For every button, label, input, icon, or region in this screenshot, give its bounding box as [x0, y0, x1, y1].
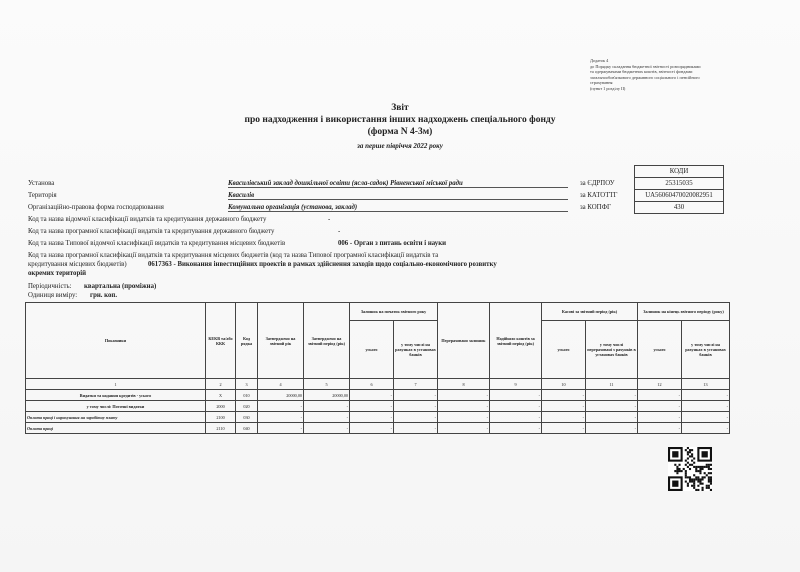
- table-cell: 2000: [206, 401, 236, 412]
- column-number: 11: [586, 379, 638, 390]
- column-number: 7: [394, 379, 438, 390]
- annex-line: страхування: [590, 80, 613, 86]
- table-row: [26, 423, 730, 434]
- table-cell: -: [542, 412, 586, 423]
- table-body: [26, 390, 730, 434]
- column-number: 13: [682, 379, 730, 390]
- table-cell: -: [586, 412, 638, 423]
- table-cell: -: [586, 390, 638, 401]
- table-cell: -: [394, 401, 438, 412]
- annex-line: та одержувачами бюджетних коштів, звітності фондами: [590, 69, 693, 75]
- annex-line: до Порядку складання бюджетної звітності розпорядниками: [590, 63, 701, 69]
- local-class-line2-value: 0617363 - Виконання інвестиційних проектів в рамках здійснення заходів щодо соціально-економічного розвитку: [148, 261, 497, 268]
- table-cell: -: [490, 412, 542, 423]
- table-cell: -: [394, 412, 438, 423]
- table-cell: 030: [236, 412, 258, 423]
- annex-line: загальнообов'язкового державного соціального і пенсійного: [590, 74, 700, 80]
- th-total: усього: [638, 321, 682, 379]
- table-cell: Оплата праці і нарахування на заробітну плату: [26, 412, 206, 423]
- table-row: [26, 412, 730, 423]
- table-cell: 20000,00: [304, 390, 350, 401]
- column-number: 3: [236, 379, 258, 390]
- table-cell: -: [586, 423, 638, 434]
- table-cell: -: [258, 401, 304, 412]
- prog-class-value: -: [338, 228, 341, 235]
- table-cell: -: [542, 423, 586, 434]
- codes-box: [634, 165, 724, 214]
- local-class-line2-prefix: кредитування місцевих бюджетів): [28, 261, 127, 268]
- column-number: 5: [304, 379, 350, 390]
- table-cell: 2100: [206, 412, 236, 423]
- table-cell: X: [206, 390, 236, 401]
- table-cell: -: [258, 423, 304, 434]
- table-cell: 2110: [206, 423, 236, 434]
- report-subtitle: про надходження і використання інших надходжень спеціального фонду: [244, 115, 556, 125]
- table-cell: -: [438, 401, 490, 412]
- edrpou-value: 25315035: [635, 178, 723, 190]
- local-class-line3-value: окремих територій: [28, 270, 87, 277]
- local-class-line1: Код та назва програмної класифікації видатків та кредитування місцевих бюджетів (код та назва Типової програмної класифікації видатків та: [28, 252, 439, 259]
- table-cell: -: [638, 401, 682, 412]
- th-incl-accounts: у тому числі на рахунках в установах банків: [682, 321, 730, 379]
- legal-form-label: Організаційно-правова форма господарювання: [28, 204, 164, 211]
- th-approved-year: Затверджено на звітний рік: [258, 303, 304, 379]
- column-number: 12: [638, 379, 682, 390]
- th-indicators: Показники: [26, 303, 206, 379]
- table-cell: Оплата праці: [26, 423, 206, 434]
- table-cell: -: [490, 423, 542, 434]
- column-number: 2: [206, 379, 236, 390]
- table-cell: -: [438, 412, 490, 423]
- table-cell: -: [682, 401, 730, 412]
- table-cell: -: [638, 390, 682, 401]
- th-incl-accounts: у тому числі на рахунках в установах банків: [394, 321, 438, 379]
- table-cell: 040: [236, 423, 258, 434]
- table-cell: -: [638, 412, 682, 423]
- th-total: усього: [350, 321, 394, 379]
- report-table: [25, 302, 730, 434]
- table-row: [26, 401, 730, 412]
- th-total: усього: [542, 321, 586, 379]
- annex-line: Додаток 4: [590, 58, 609, 63]
- th-cash-expenses: Касові за звітний період (рік): [542, 303, 638, 321]
- prog-class-label: Код та назва програмної класифікації видатків та кредитування державного бюджету: [28, 228, 275, 235]
- qr-code-icon: [668, 447, 712, 491]
- table-cell: -: [542, 390, 586, 401]
- table-cell: 020: [236, 401, 258, 412]
- column-numbers-row: [26, 379, 730, 390]
- typical-class-value: 006 - Орган з питань освіти і науки: [338, 240, 447, 247]
- codes-header: КОДИ: [635, 166, 723, 178]
- th-balance-start: Залишок на початок звітного року: [350, 303, 438, 321]
- annex-line: (пункт 1 розділу II): [590, 85, 626, 91]
- periodicity-label: Періодичність:: [28, 283, 72, 290]
- katottg-label: за КАТОТТГ: [580, 192, 618, 199]
- table-cell: 20000,00: [258, 390, 304, 401]
- table-cell: -: [490, 390, 542, 401]
- institution-label: Установа: [28, 180, 55, 187]
- territory-label: Територія: [28, 192, 57, 199]
- th-kekv: КЕКВ та/або ККК: [206, 303, 236, 379]
- report-period: за перше півріччя 2022 року: [357, 142, 443, 150]
- kopfg-label: за КОПФГ: [580, 204, 611, 211]
- report-title: Звіт: [391, 103, 409, 113]
- th-row-code: Код рядка: [236, 303, 258, 379]
- table-cell: -: [394, 423, 438, 434]
- typical-class-label: Код та назва Типової відомчої класифікації видатків та кредитування місцевих бюджетів: [28, 240, 286, 247]
- table-cell: -: [542, 401, 586, 412]
- column-number: 9: [490, 379, 542, 390]
- katottg-value: UA56060470020082951: [635, 190, 723, 202]
- dept-class-value: -: [328, 216, 331, 223]
- table-cell: -: [350, 401, 394, 412]
- table-cell: -: [438, 423, 490, 434]
- column-number: 1: [26, 379, 206, 390]
- table-cell: -: [586, 401, 638, 412]
- table-cell: -: [350, 390, 394, 401]
- table-cell: Видатки та надання кредитів - усього: [26, 390, 206, 401]
- table-cell: -: [304, 412, 350, 423]
- unit-value: грн. коп.: [90, 292, 118, 299]
- th-received: Надійшло коштів за звітний період (рік): [490, 303, 542, 379]
- table-cell: -: [258, 412, 304, 423]
- table-cell: у тому числі: Поточні видатки: [26, 401, 206, 412]
- institution-value: Квасилівський заклад дошкільної освіти (ясла-садок) Рівненської міської ради: [228, 180, 568, 188]
- dept-class-label: Код та назва відомчої класифікації видатків та кредитування державного бюджету: [28, 216, 267, 223]
- report-form: (форма N 4-3м): [367, 127, 433, 137]
- table-cell: -: [304, 401, 350, 412]
- unit-label: Одиниця виміру:: [28, 292, 78, 299]
- edrpou-label: за ЄДРПОУ: [580, 180, 615, 187]
- column-number: 8: [438, 379, 490, 390]
- table-cell: -: [638, 423, 682, 434]
- column-number: 10: [542, 379, 586, 390]
- table-cell: -: [350, 423, 394, 434]
- table-cell: -: [350, 412, 394, 423]
- table-cell: -: [490, 401, 542, 412]
- periodicity-value: квартальна (проміжна): [84, 283, 157, 290]
- table-cell: 010: [236, 390, 258, 401]
- table-cell: -: [682, 412, 730, 423]
- table-cell: -: [394, 390, 438, 401]
- table-row: [26, 390, 730, 401]
- table-cell: -: [438, 390, 490, 401]
- column-number: 6: [350, 379, 394, 390]
- th-transferred: Перераховано залишок: [438, 303, 490, 379]
- table-cell: -: [304, 423, 350, 434]
- table-cell: -: [682, 390, 730, 401]
- th-approved-period: Затверджено на звітний період (рік): [304, 303, 350, 379]
- annex-note: [590, 58, 780, 92]
- kopfg-value: 430: [673, 204, 685, 211]
- table-cell: -: [682, 423, 730, 434]
- th-balance-end: Залишок на кінець звітного періоду (року): [638, 303, 730, 321]
- legal-form-value: Комунальна організація (установа, заклад): [228, 204, 568, 212]
- column-number: 4: [258, 379, 304, 390]
- territory-value: Квасилів: [228, 192, 568, 200]
- th-incl-paid: у тому числі перераховані з рахунків в установах банків: [586, 321, 638, 379]
